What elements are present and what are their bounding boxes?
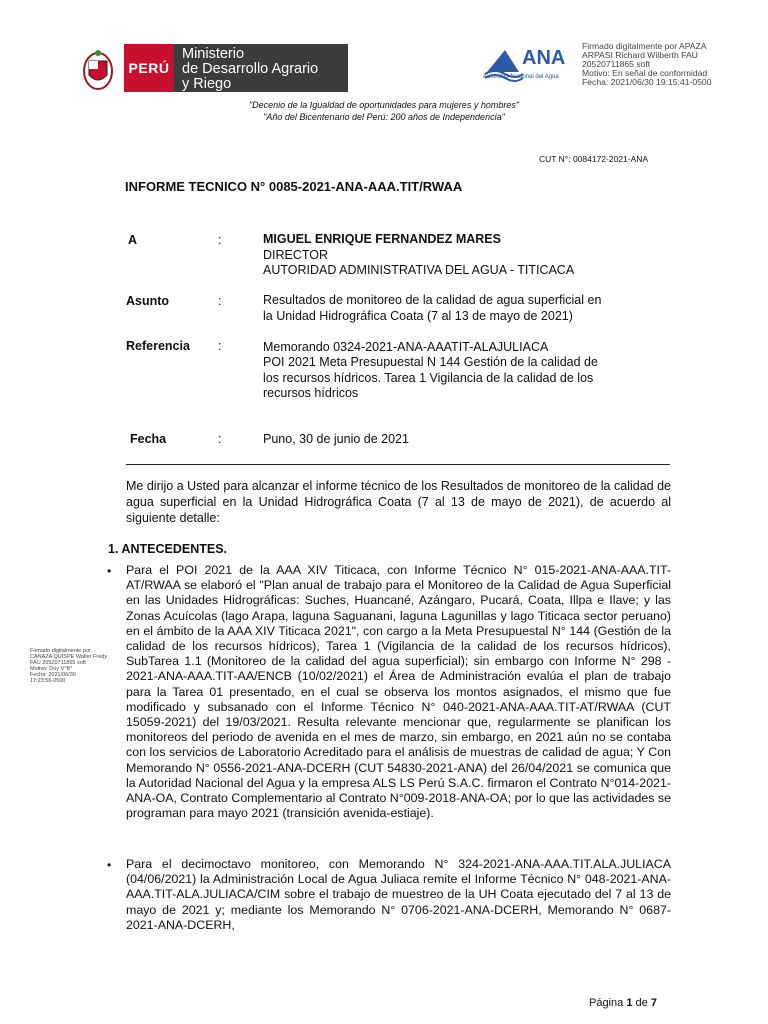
section-antecedentes-heading: 1. ANTECEDENTES.	[108, 542, 228, 556]
page-of: de	[635, 997, 648, 1009]
page-total: 7	[650, 997, 657, 1009]
field-a-name: MIGUEL ENRIQUE FERNANDEZ MARES	[263, 232, 501, 246]
sig-line: ARPASI Richard Wilberth FAU	[582, 50, 698, 60]
field-referencia-line-2: POI 2021 Meta Presupuestal N 144 Gestión de la calidad de	[263, 355, 598, 369]
ministry-line-1: Ministerio	[182, 46, 245, 62]
page-word: Página	[589, 997, 624, 1009]
sig-line: Firmado digitalmente por APAZA	[582, 41, 707, 51]
sig-line: Motivo: En señal de conformidad	[582, 68, 708, 78]
header-divider	[126, 464, 670, 465]
field-a-colon: :	[218, 233, 222, 247]
field-a-position: DIRECTOR	[263, 248, 329, 262]
peru-label: PERÚ	[124, 44, 174, 92]
cut-number: CUT N°: 0084172-2021-ANA	[539, 154, 649, 164]
digital-signature-left	[30, 648, 107, 684]
field-fecha-label: Fecha	[130, 432, 167, 446]
report-title: INFORME TECNICO N° 0085-2021-ANA-AAA.TIT/RWAA	[125, 179, 463, 194]
bullet-icon: •	[107, 564, 112, 578]
sig-line: 20520711865 soft	[582, 59, 651, 69]
sig-line: FAU 20520711865 soft	[30, 660, 86, 666]
sig-line: Fecha: 2021/06/30 19:15:41-0500	[582, 77, 712, 87]
field-asunto-line-2: la Unidad Hidrográfica Coata (7 al 13 de mayo de 2021)	[263, 309, 573, 323]
intro-paragraph: Me dirijo a Usted para alcanzar el informe técnico de los Resultados de monitoreo de la calidad de agua superficial en la Unidad Hidrográfica Coata (7 al 13 de mayo de 2021), de acuerdo al siguiente detalle:	[126, 479, 671, 525]
field-asunto-label: Asunto	[126, 294, 170, 308]
field-referencia-line-3: los recursos hídricos. Tarea 1 Vigilancia de la calidad de los	[263, 371, 594, 385]
page-number	[589, 997, 657, 1009]
sig-line: Firmado digitalmente por	[30, 648, 91, 654]
field-fecha-colon: :	[218, 432, 222, 446]
field-fecha-value: Puno, 30 de junio de 2021	[263, 432, 409, 446]
digital-signature-top	[582, 42, 762, 87]
antecedentes-paragraph-2: Para el decimoctavo monitoreo, con Memorando N° 324-2021-ANA-AAA.TIT.ALA.JULIACA (04/06/2021) la Administración Local de Agua Juliaca remite el Informe Técnico N° 048-2021-ANA-AAA.TIT-ALA.JULIACA/CIM sobre el trabajo de muestreo de la UH Coata ejecutado del 7 al 13 de mayo de 2021 y; mediante los Memorando N° 0706-2021-ANA-DCERH, Memorando N° 0687-2021-ANA-DCERH,	[126, 857, 671, 932]
field-asunto-line-1: Resultados de monitoreo de la calidad de agua superficial en	[263, 293, 602, 307]
field-asunto-colon: :	[218, 294, 222, 308]
sig-line: Fecha: 2021/06/30	[30, 672, 76, 678]
antecedentes-paragraph-1: Para el POI 2021 de la AAA XIV Titicaca, con Informe Técnico N° 015-2021-ANA-AAA.TIT-AT/RWAA se elaboró el "Plan anual de trabajo para el Monitoreo de la Calidad de Agua Superficial en las Unidades Hidrográficas: Suches, Huancané, Azángaro, Pucará, Coata, Illpa e Ilave; y las Zonas Acuícolas (lago Arapa, laguna Saguanani, laguna Lagunillas y lago Titicaca sector peruano) en el ámbito de la AAA XIV Titicaca 2021", con cargo a la Meta Presupuestal N° 144 (Gestión de la calidad de los recursos hídricos), Tarea 1 (Vigilancia de la calidad de los recursos hídricos), SubTarea 1.1 (Monitoreo de la calidad del agua superficial); sin embargo con Informe N° 298 - 2021-ANA-AAA.TIT-AA/ENCB (10/02/2021) el Área de Administración evalúa el plan de trabajo para la Tarea 01 presentado, en el cual se observa los montos asignados, el mismo que fue modificado y subsanado con el Informe Técnico N° 040-2021-ANA-AAA.TIT-AT/RWAA (CUT 15059-2021) del 19/03/2021. Resulta relevante mencionar que, regularmente se planifican los monitoreos del periodo de avenida en el mes de marzo, sin embargo, en 2021 aún no se contaba con los servicios de Laboratorio Acreditado para el análisis de muestras de calidad de agua; Y Con Memorando N° 0556-2021-ANA-DCERH (CUT 54830-2021-ANA) del 26/04/2021 se comunica que la Autoridad Nacional del Agua y la empresa ALS LS Perú S.A.C. firmaron el Contrato N°014-2021-ANA-OA, Contrato Complementario al Contrato N°009-2018-ANA-OA; por lo que las actividades se programan para mayo 2021 (transición avenida-estiaje).	[126, 563, 671, 821]
sig-line: 17:23:56-0500	[30, 678, 66, 684]
decenio-line-1: "Decenio de la Igualdad de oportunidades para mujeres y hombres"	[248, 100, 520, 110]
field-referencia-line-1: Memorando 0324-2021-ANA-AAATIT-ALAJULIACA	[263, 340, 549, 354]
national-shield-logo	[80, 45, 116, 93]
ana-logo-text: ANA	[522, 47, 566, 69]
field-referencia-line-4: recursos hídricos	[263, 386, 359, 400]
ministry-line-3: y Riego	[182, 76, 232, 92]
bullet-icon: •	[107, 858, 112, 872]
sig-line: CANAZA QUISPE Walter Fredy	[30, 654, 108, 660]
ministry-name	[174, 44, 348, 92]
field-a-label: A	[128, 233, 138, 247]
ana-logo-subtext: Autoridad Nacional del Agua	[483, 74, 559, 80]
sig-line: Motivo: Doy V°B°	[30, 666, 73, 672]
field-a-organization: AUTORIDAD ADMINISTRATIVA DEL AGUA - TITICACA	[263, 263, 575, 277]
decenio-line-2: "Año del Bicentenario del Perú: 200 años de Independencia"	[263, 112, 505, 122]
field-referencia-colon: :	[218, 339, 222, 353]
page-current: 1	[626, 997, 633, 1009]
field-referencia-label: Referencia	[126, 339, 190, 353]
ministry-line-2: de Desarrollo Agrario	[182, 61, 319, 77]
